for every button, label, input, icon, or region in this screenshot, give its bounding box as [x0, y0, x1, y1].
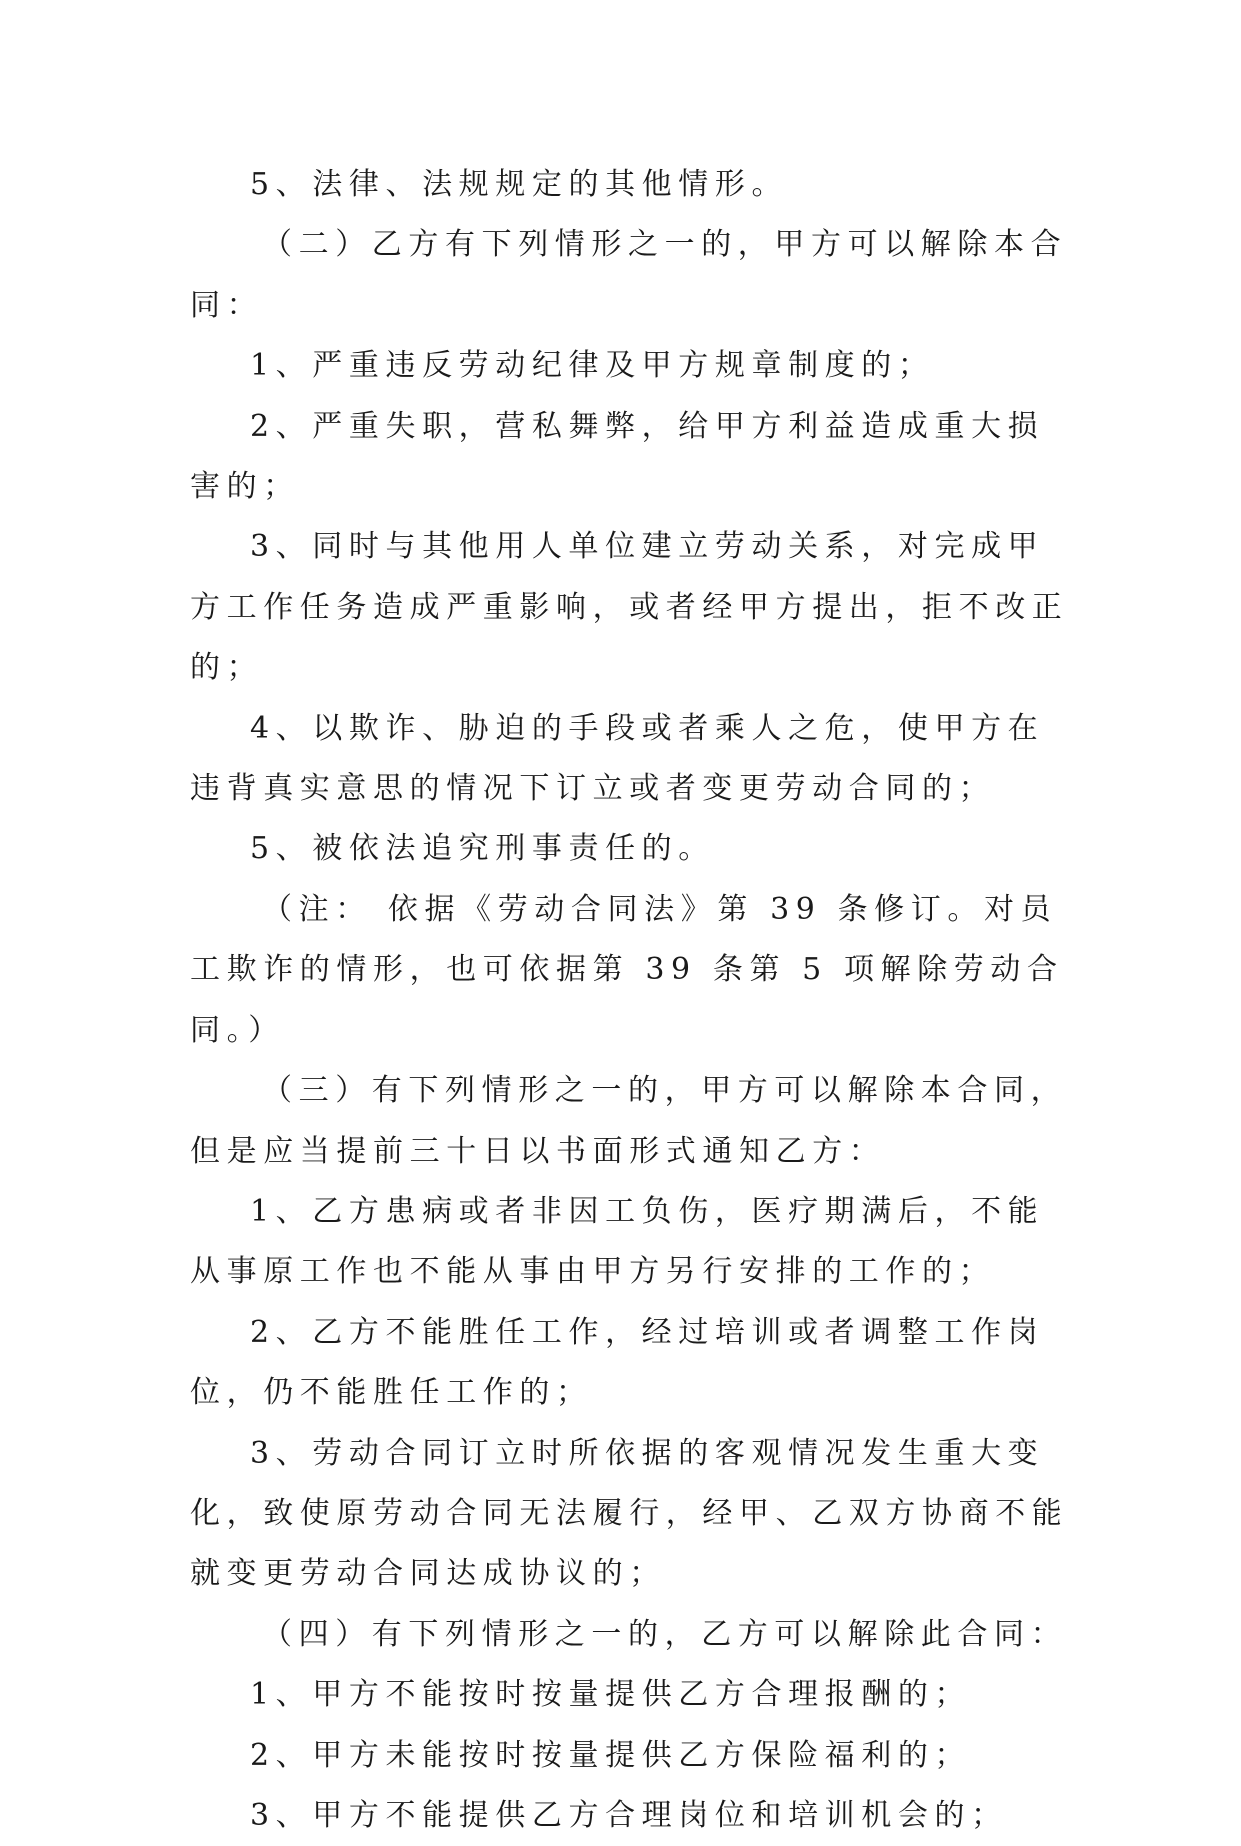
paragraph-item-5-other-circumstances: 5、法律、法规规定的其他情形。	[250, 167, 789, 202]
paragraph-item-1-illness: 1、乙方患病或者非因工负伤，医疗期满后，不能从事原工作也不能从事由甲方另行安排的工作的；	[190, 1193, 1045, 1290]
paragraph-item-2-insurance: 2、甲方未能按时按量提供乙方保险福利的；	[250, 1737, 972, 1773]
section-heading-4: （四）有下列情形之一的，乙方可以解除此合同：	[262, 1616, 1068, 1652]
paragraph-item-5-criminal-liability: 5、被依法追究刑事责任的。	[250, 831, 715, 867]
paragraph-item-2-dereliction: 2、严重失职，营私舞弊，给甲方利益造成重大损害的；	[190, 408, 1045, 505]
section-heading-3: （三）有下列情形之一的，甲方可以解除本合同，但是应当提前三十日以书面形式通知乙方：	[190, 1073, 1068, 1169]
document-body	[190, 155, 1070, 1846]
paragraph-item-1-remuneration: 1、甲方不能按时按量提供乙方合理报酬的；	[250, 1677, 972, 1713]
paragraph-item-3-dual-employment: 3、同时与其他用人单位建立劳动关系，对完成甲方工作任务造成严重影响，或者经甲方提出，拒不改正的；	[190, 529, 1069, 686]
note-paragraph: （注： 依据《劳动合同法》第 39 条修订。对员工欺诈的情形，也可依据第 39 条第 5 项解除劳动合同。）	[190, 891, 1064, 1048]
section-heading-2: （二）乙方有下列情形之一的，甲方可以解除本合同：	[190, 227, 1068, 323]
paragraph-item-2-incompetence: 2、乙方不能胜任工作，经过培训或者调整工作岗位，仍不能胜任工作的；	[190, 1314, 1045, 1411]
paragraph-item-1-discipline: 1、严重违反劳动纪律及甲方规章制度的；	[250, 348, 935, 384]
paragraph-item-3-training: 3、甲方不能提供乙方合理岗位和培训机会的；	[250, 1797, 1008, 1833]
paragraph-item-3-objective-change: 3、劳动合同订立时所依据的客观情况发生重大变化，致使原劳动合同无法履行，经甲、乙双方协商不能就变更劳动合同达成协议的；	[190, 1435, 1069, 1592]
paragraph-item-4-fraud: 4、以欺诈、胁迫的手段或者乘人之危，使甲方在违背真实意思的情况下订立或者变更劳动合同的；	[190, 710, 1045, 807]
